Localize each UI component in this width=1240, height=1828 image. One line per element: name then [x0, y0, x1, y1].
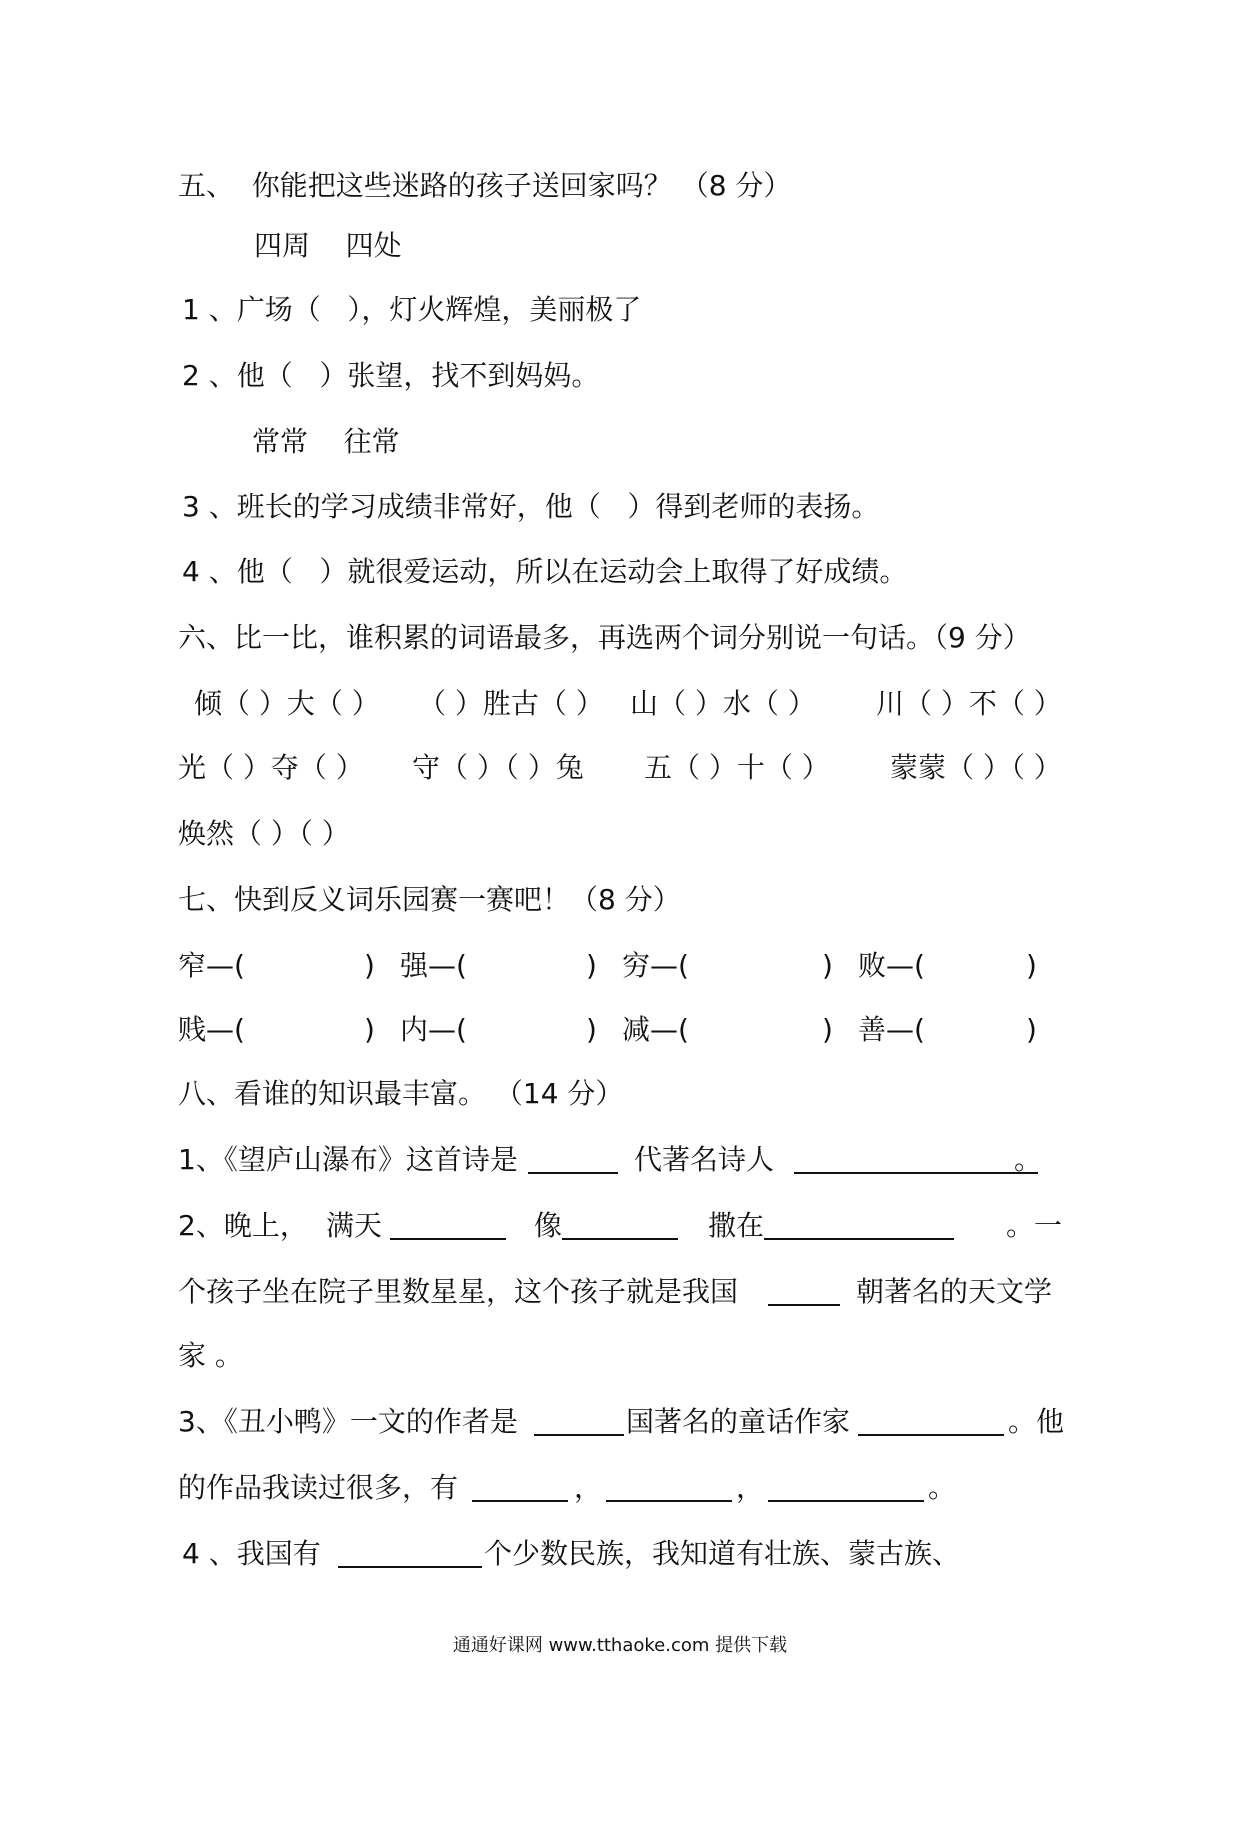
antonym-item: 窄—( [178, 949, 245, 982]
section6-title: 六、比一比，谁积累的词语最多，再选两个词分别说一句话。（9 分） [178, 621, 1031, 654]
section8-title: 八、看谁的知识最丰富。 （14 分） [178, 1077, 624, 1110]
answer-blank[interactable] [390, 1206, 506, 1240]
antonym-item: 内—( [400, 1013, 467, 1046]
answer-blank[interactable] [562, 1206, 678, 1240]
answer-blank[interactable] [794, 1140, 1038, 1174]
antonym-bracket: ) [586, 1013, 597, 1046]
q1-text: 代著名诗人 [634, 1143, 775, 1176]
idiom-item: 焕然（ ）（ ） [178, 817, 350, 850]
answer-blank[interactable] [534, 1402, 624, 1436]
antonym-bracket: ) [364, 949, 375, 982]
antonym-item: 穷—( [622, 949, 689, 982]
q3-text: 3、《丑小鸭》一文的作者是 [178, 1405, 518, 1438]
antonym-item: 减—( [622, 1013, 689, 1046]
answer-blank[interactable] [338, 1534, 482, 1568]
antonym-bracket: ) [364, 1013, 375, 1046]
q3-text: 国著名的童话作家 [626, 1405, 851, 1438]
section8-q2-line2 [178, 1272, 1078, 1312]
q1-text: 1、《望庐山瀑布》这首诗是 [178, 1143, 518, 1176]
antonym-bracket: ) [1026, 949, 1037, 982]
section5-words-b: 常常 往常 [252, 425, 400, 458]
section6-row3 [178, 814, 1078, 854]
idiom-item: 蒙蒙（ ）（ ） [890, 751, 1062, 784]
answer-blank[interactable] [764, 1206, 954, 1240]
q2-text: 个孩子坐在院子里数星星，这个孩子就是我国 [178, 1275, 739, 1308]
section6-row2 [178, 748, 1078, 788]
section8-q1 [178, 1140, 1078, 1180]
idiom-item: 光（ ）夺（ ） [178, 751, 364, 784]
q3-text: ， [736, 1471, 765, 1504]
idiom-item: 山（ ）水（ ） [630, 687, 816, 720]
q1-text: 。 [1014, 1143, 1043, 1176]
answer-blank[interactable] [858, 1402, 1004, 1436]
section5-q1: 1 、广场（ ），灯火辉煌，美丽极了 [182, 293, 642, 326]
antonym-item: 败—( [858, 949, 925, 982]
antonym-bracket: ) [822, 949, 833, 982]
q2-text: 撒在 [708, 1209, 765, 1242]
antonym-bracket: ) [586, 949, 597, 982]
footer-credit: 通通好课网 www.tthaoke.com 提供下载 [452, 1635, 788, 1656]
q2-text: 像 [534, 1209, 563, 1242]
idiom-item: 川（ ）不（ ） [876, 687, 1062, 720]
q2-text: 朝著名的天文学 [856, 1275, 1053, 1308]
q4-text: 个少数民族，我知道有壮族、蒙古族、 [484, 1537, 961, 1570]
q2-text: 满天 [326, 1209, 383, 1242]
antonym-item: 善—( [858, 1013, 925, 1046]
idiom-item: 倾（ ）大（ ） [194, 687, 380, 720]
antonym-item: 贱—( [178, 1013, 245, 1046]
section5-title: 五、 你能把这些迷路的孩子送回家吗？ （8 分） [178, 169, 792, 202]
q3-text: ， [574, 1471, 603, 1504]
section5-q4: 4 、他（ ）就很爱运动，所以在运动会上取得了好成绩。 [182, 555, 908, 588]
antonym-bracket: ) [1026, 1013, 1037, 1046]
section7-title: 七、快到反义词乐园赛一赛吧！（8 分） [178, 883, 681, 916]
idiom-item: 五（ ）十（ ） [644, 751, 830, 784]
section8-q2-line3: 家 。 [178, 1339, 243, 1372]
q3-text: 。 [928, 1471, 957, 1504]
q2-text: 2、晚上， [178, 1209, 308, 1242]
answer-blank[interactable] [768, 1468, 924, 1502]
section5-words-a: 四周 四处 [254, 229, 402, 262]
answer-blank[interactable] [528, 1140, 618, 1174]
section5-q3: 3 、班长的学习成绩非常好，他（ ）得到老师的表扬。 [182, 490, 880, 523]
answer-blank[interactable] [768, 1272, 840, 1306]
antonym-bracket: ) [822, 1013, 833, 1046]
section8-q4 [182, 1534, 1082, 1574]
section7-row2 [178, 1010, 1078, 1050]
antonym-item: 强—( [400, 949, 467, 982]
q2-text: 。一 [1006, 1209, 1063, 1242]
answer-blank[interactable] [472, 1468, 568, 1502]
section7-row1 [178, 946, 1078, 986]
section8-q2 [178, 1206, 1078, 1246]
idiom-item: 守（ ）（ ）兔 [412, 751, 584, 784]
section8-q3-line2 [178, 1468, 1078, 1508]
q3-text: 的作品我读过很多，有 [178, 1471, 459, 1504]
answer-blank[interactable] [606, 1468, 732, 1502]
section8-q3 [178, 1402, 1078, 1442]
section5-q2: 2 、他（ ）张望，找不到妈妈。 [182, 359, 600, 392]
q4-text: 4 、我国有 [182, 1537, 321, 1570]
section6-row1 [178, 684, 1078, 724]
q3-text: 。他 [1008, 1405, 1065, 1438]
idiom-item: （ ）胜古（ ） [418, 687, 604, 720]
